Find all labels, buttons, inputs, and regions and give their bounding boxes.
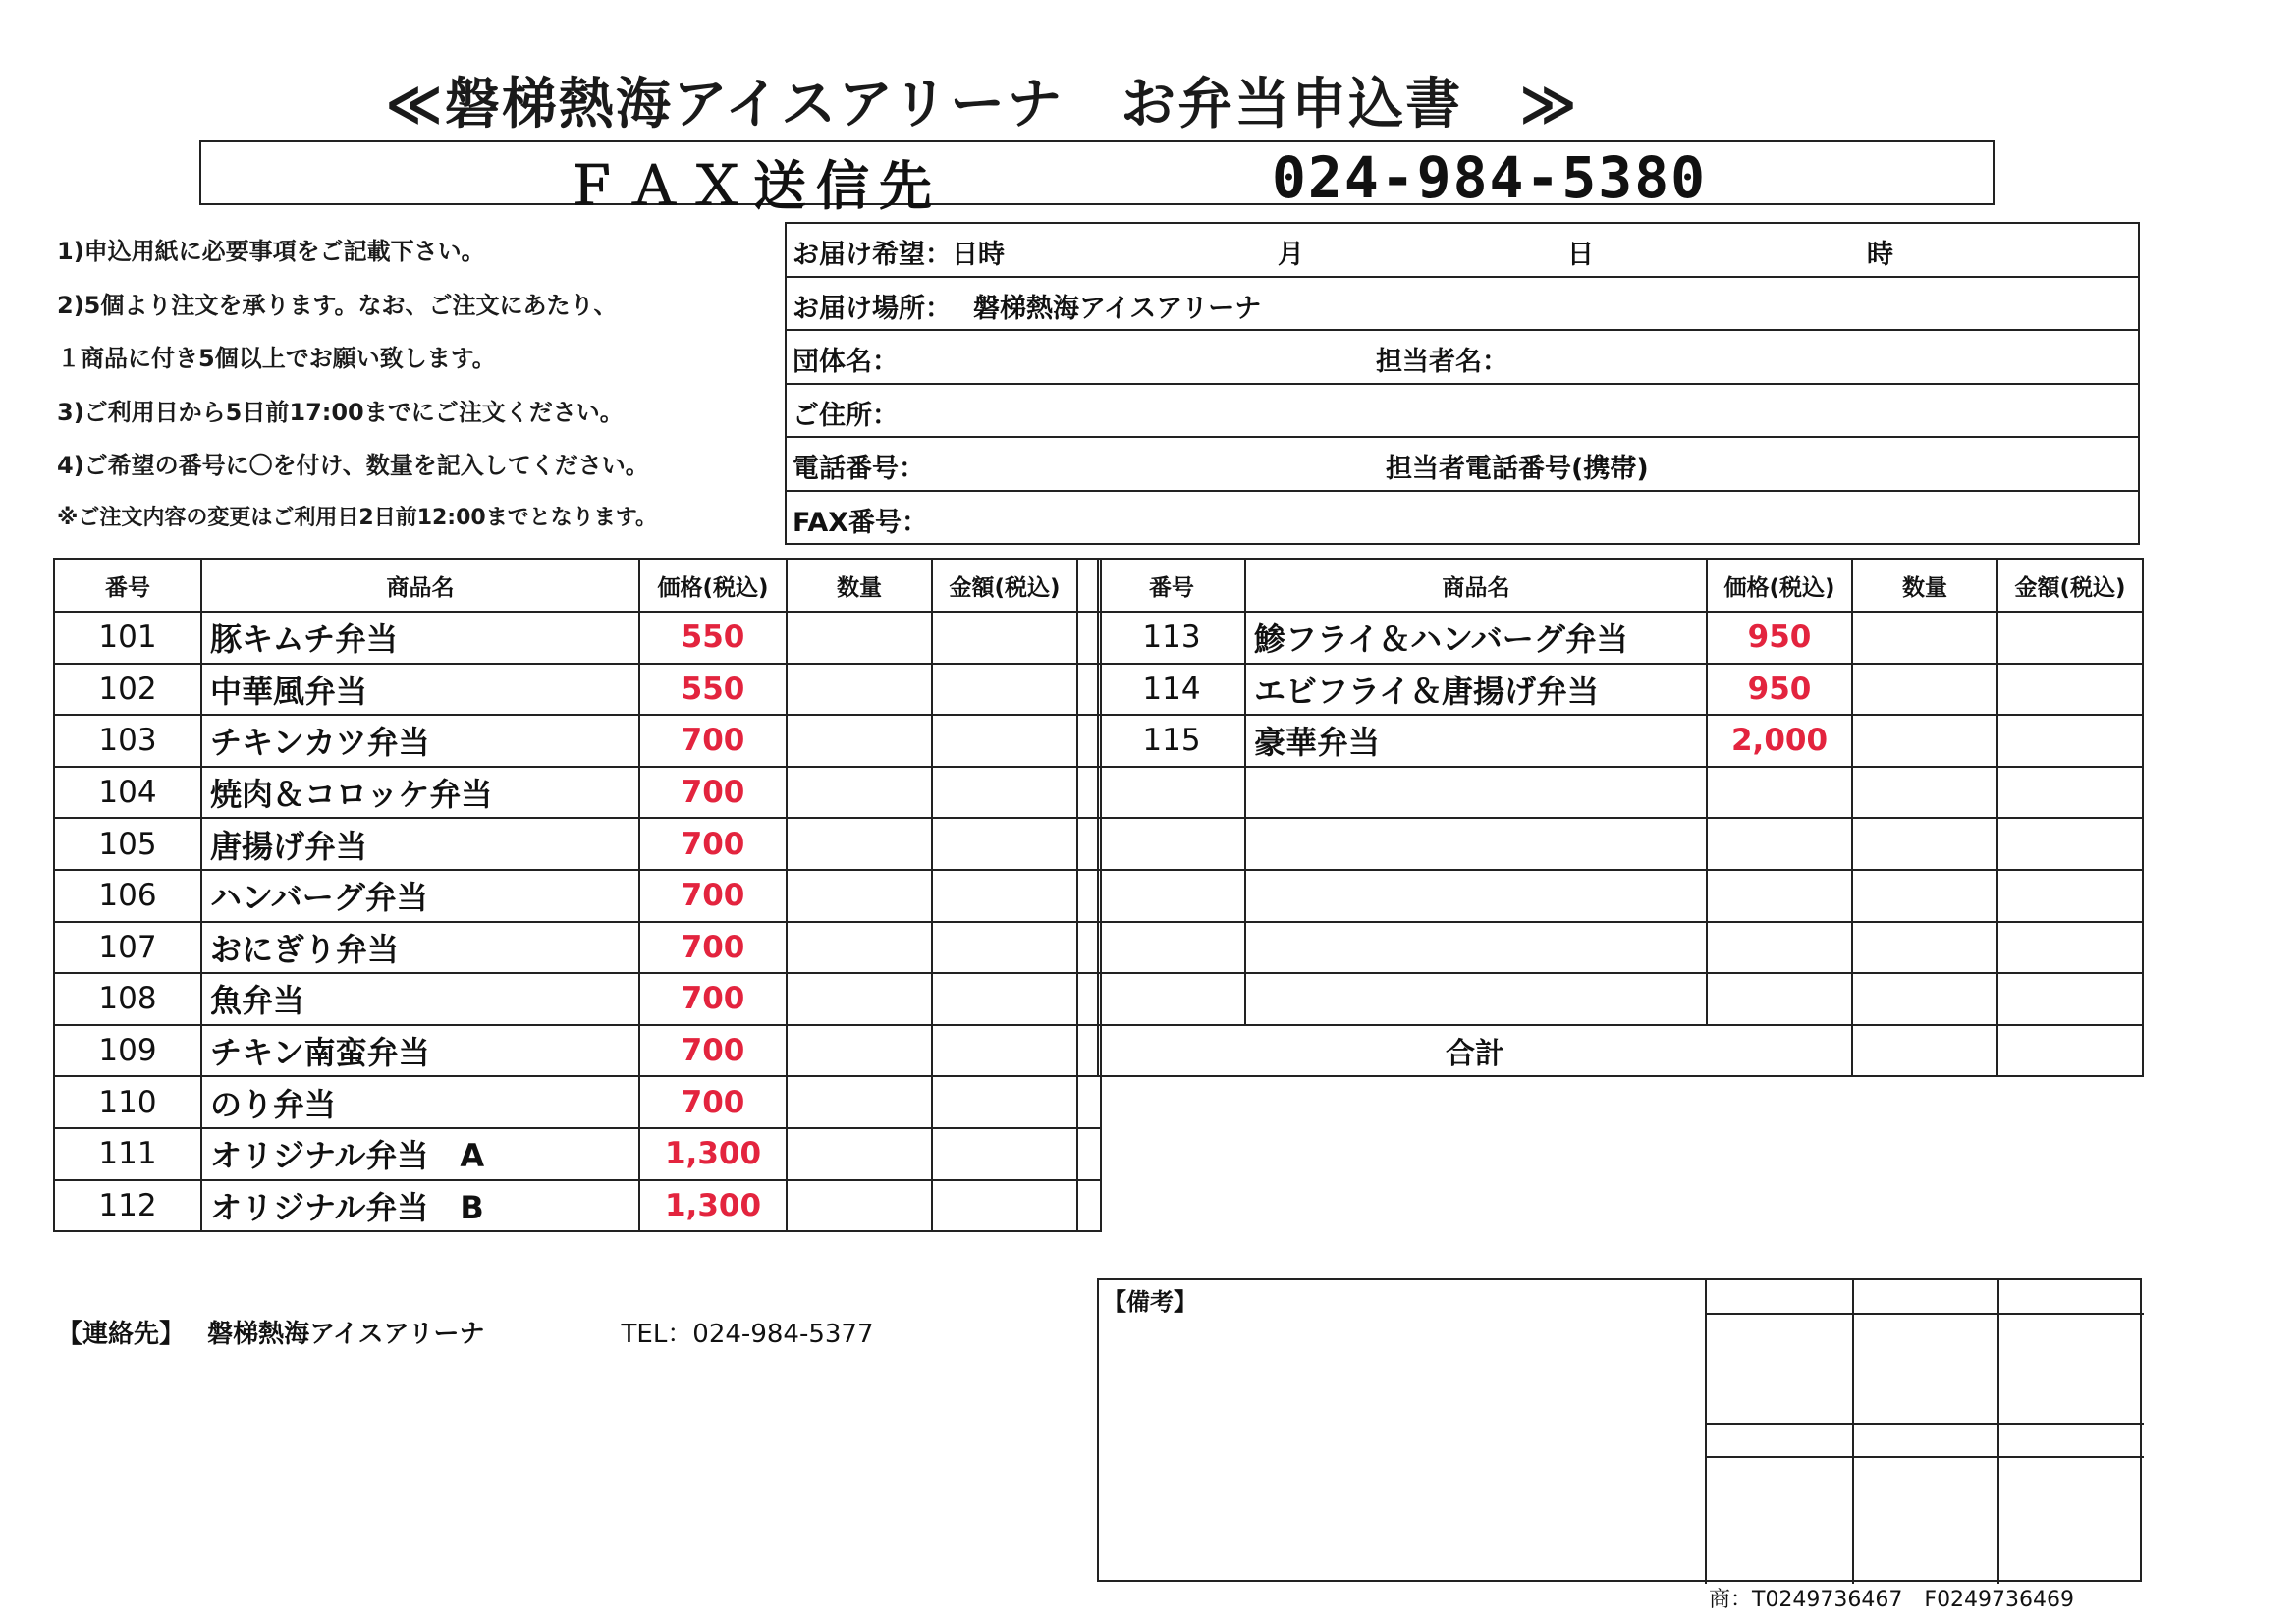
qty-cell[interactable]	[1852, 818, 1997, 870]
contact-info	[57, 1314, 874, 1350]
item-num: 106	[54, 870, 201, 922]
empty-cell	[1245, 818, 1707, 870]
contact-label: 【連絡先】	[57, 1320, 186, 1349]
table-row	[1098, 870, 2143, 922]
qty-cell[interactable]	[787, 1128, 932, 1180]
qty-cell[interactable]	[787, 922, 932, 974]
header-num: 番号	[1098, 559, 1245, 612]
item-price: 1,300	[639, 1180, 787, 1232]
table-row	[1098, 612, 2143, 664]
item-name: 中華風弁当	[201, 664, 639, 716]
empty-cell	[1707, 922, 1852, 974]
amount-cell[interactable]	[932, 870, 1077, 922]
qty-cell[interactable]	[787, 1025, 932, 1077]
amount-cell[interactable]	[932, 715, 1077, 767]
empty-cell	[1098, 922, 1245, 974]
delivery-datetime-row[interactable]	[787, 224, 2138, 278]
header-price: 価格(税込)	[639, 559, 787, 612]
amount-cell[interactable]	[932, 1128, 1077, 1180]
item-price: 700	[639, 1025, 787, 1077]
item-price: 700	[639, 922, 787, 974]
amount-cell[interactable]	[932, 973, 1077, 1025]
table-row	[54, 612, 1101, 664]
delivery-info-table	[785, 222, 2140, 545]
delivery-datetime-label: お届け希望：日時	[793, 240, 1005, 270]
group-name-label: 団体名：	[793, 347, 899, 377]
item-num: 113	[1098, 612, 1245, 664]
item-name: 魚弁当	[201, 973, 639, 1025]
empty-cell	[1707, 818, 1852, 870]
phone-label: 電話番号：	[793, 454, 925, 484]
qty-cell[interactable]	[787, 1076, 932, 1128]
empty-cell	[1098, 818, 1245, 870]
amount-cell[interactable]	[932, 922, 1077, 974]
item-name: 焼肉＆コロッケ弁当	[201, 767, 639, 819]
qty-cell[interactable]	[787, 818, 932, 870]
total-label: 合計	[1098, 1025, 1852, 1077]
header-name: 商品名	[201, 559, 639, 612]
item-name: ハンバーグ弁当	[201, 870, 639, 922]
empty-cell	[1098, 973, 1245, 1025]
item-num: 107	[54, 922, 201, 974]
spacer-cell	[1077, 1180, 1101, 1232]
item-num: 112	[54, 1180, 201, 1232]
fax-label: ＦＡＸ送信先	[565, 155, 942, 217]
total-qty-cell[interactable]	[1852, 1025, 1997, 1077]
instruction-line: 2)5個より注文を承ります。なお、ご注文にあたり、	[57, 292, 618, 319]
header-qty: 数量	[787, 559, 932, 612]
empty-cell	[1098, 767, 1245, 819]
mobile-phone-label: 担当者電話番号(携帯)	[1386, 454, 1649, 484]
item-name: 唐揚げ弁当	[201, 818, 639, 870]
item-num: 105	[54, 818, 201, 870]
item-num: 102	[54, 664, 201, 716]
qty-cell[interactable]	[787, 612, 932, 664]
instruction-line: 4)ご希望の番号に〇を付け、数量を記入してください。	[57, 452, 649, 479]
address-label: ご住所：	[793, 400, 899, 431]
table-row	[1098, 922, 2143, 974]
day-label: 日	[1567, 240, 1594, 270]
page-title: ≪磐梯熱海アイスアリーナ お弁当申込書 ≫	[385, 73, 1579, 136]
table-row	[54, 818, 1101, 870]
item-price: 700	[639, 973, 787, 1025]
qty-cell[interactable]	[1852, 715, 1997, 767]
item-num: 115	[1098, 715, 1245, 767]
instruction-line: １商品に付き5個以上でお願い致します。	[57, 345, 496, 372]
amount-cell[interactable]	[932, 612, 1077, 664]
instruction-note: ※ご注文内容の変更はご利用日2日前12:00までとなります。	[57, 506, 657, 530]
phone-row[interactable]	[787, 438, 2138, 492]
item-price: 1,300	[639, 1128, 787, 1180]
table-row	[1098, 767, 2143, 819]
item-price: 550	[639, 612, 787, 664]
qty-cell[interactable]	[1852, 767, 1997, 819]
remarks-grid	[1099, 1280, 2144, 1584]
footer-code: 商：T0249736467 F0249736469	[1709, 1588, 2075, 1612]
item-name: のり弁当	[201, 1076, 639, 1128]
table-header-row	[54, 559, 1101, 612]
item-num: 110	[54, 1076, 201, 1128]
item-name: チキン南蛮弁当	[201, 1025, 639, 1077]
table-row	[1098, 973, 2143, 1025]
item-price: 950	[1707, 664, 1852, 716]
qty-cell[interactable]	[1852, 612, 1997, 664]
table-row	[54, 1128, 1101, 1180]
item-name: 豪華弁当	[1245, 715, 1707, 767]
amount-cell[interactable]	[932, 1025, 1077, 1077]
item-name: おにぎり弁当	[201, 922, 639, 974]
amount-cell[interactable]	[1997, 664, 2143, 716]
item-num: 111	[54, 1128, 201, 1180]
qty-cell[interactable]	[1852, 870, 1997, 922]
address-row[interactable]	[787, 385, 2138, 439]
empty-cell	[1245, 922, 1707, 974]
qty-cell[interactable]	[787, 715, 932, 767]
amount-cell[interactable]	[932, 1180, 1077, 1232]
qty-cell[interactable]	[787, 767, 932, 819]
amount-cell[interactable]	[1997, 973, 2143, 1025]
delivery-place-label: お届け場所：	[793, 293, 952, 324]
contact-tel: TEL：024-984-5377	[621, 1320, 874, 1349]
instruction-line: 1)申込用紙に必要事項をご記載下さい。	[57, 238, 485, 265]
qty-cell[interactable]	[787, 1180, 932, 1232]
item-price: 700	[639, 1076, 787, 1128]
item-num: 101	[54, 612, 201, 664]
remarks-label: 【備考】	[1103, 1288, 1197, 1316]
amount-cell[interactable]	[1997, 922, 2143, 974]
empty-cell	[1245, 870, 1707, 922]
item-price: 700	[639, 715, 787, 767]
item-name: チキンカツ弁当	[201, 715, 639, 767]
table-row	[54, 715, 1101, 767]
item-name: オリジナル弁当 A	[201, 1128, 639, 1180]
header-num: 番号	[54, 559, 201, 612]
qty-cell[interactable]	[1852, 973, 1997, 1025]
amount-cell[interactable]	[1997, 870, 2143, 922]
table-row	[54, 1180, 1101, 1232]
qty-cell[interactable]	[1852, 922, 1997, 974]
fax-row[interactable]	[787, 492, 2138, 546]
qty-cell[interactable]	[787, 973, 932, 1025]
table-header-row	[1098, 559, 2143, 612]
item-num: 104	[54, 767, 201, 819]
empty-cell	[1245, 973, 1707, 1025]
item-price: 950	[1707, 612, 1852, 664]
person-in-charge-label: 担当者名：	[1376, 347, 1508, 377]
item-name: オリジナル弁当 B	[201, 1180, 639, 1232]
product-table-right	[1097, 558, 2144, 1077]
item-price: 700	[639, 818, 787, 870]
instruction-line: 3)ご利用日から5日前17:00までにご注文ください。	[57, 399, 624, 426]
table-row	[54, 767, 1101, 819]
spacer-cell	[1077, 1076, 1101, 1128]
item-price: 550	[639, 664, 787, 716]
remarks-box[interactable]	[1097, 1278, 2142, 1582]
total-amount-cell[interactable]	[1997, 1025, 2143, 1077]
delivery-place-value: 磐梯熱海アイスアリーナ	[973, 293, 1262, 324]
item-name: エビフライ＆唐揚げ弁当	[1245, 664, 1707, 716]
empty-cell	[1707, 870, 1852, 922]
contact-name: 磐梯熱海アイスアリーナ	[207, 1320, 485, 1349]
product-table-left	[53, 558, 1102, 1232]
item-name: 鯵フライ＆ハンバーグ弁当	[1245, 612, 1707, 664]
group-row[interactable]	[787, 331, 2138, 385]
table-row	[1098, 664, 2143, 716]
table-row	[54, 1076, 1101, 1128]
amount-cell[interactable]	[932, 818, 1077, 870]
amount-cell[interactable]	[932, 1076, 1077, 1128]
fax-destination-box	[199, 140, 1995, 217]
amount-cell[interactable]	[1997, 612, 2143, 664]
amount-cell[interactable]	[932, 767, 1077, 819]
fax-number-label: FAX番号：	[793, 507, 929, 538]
delivery-place-row	[787, 278, 2138, 332]
qty-cell[interactable]	[787, 664, 932, 716]
empty-cell	[1098, 870, 1245, 922]
table-row	[54, 664, 1101, 716]
header-qty: 数量	[1852, 559, 1997, 612]
empty-cell	[1707, 767, 1852, 819]
header-name: 商品名	[1245, 559, 1707, 612]
item-price: 700	[639, 767, 787, 819]
header-amount: 金額(税込)	[932, 559, 1077, 612]
empty-cell	[1707, 973, 1852, 1025]
header-amount: 金額(税込)	[1997, 559, 2143, 612]
table-row	[1098, 715, 2143, 767]
table-row	[54, 1025, 1101, 1077]
empty-cell	[1245, 767, 1707, 819]
table-row	[54, 973, 1101, 1025]
amount-cell[interactable]	[1997, 767, 2143, 819]
table-row	[54, 922, 1101, 974]
amount-cell[interactable]	[1997, 715, 2143, 767]
item-num: 103	[54, 715, 201, 767]
item-num: 114	[1098, 664, 1245, 716]
item-num: 109	[54, 1025, 201, 1077]
qty-cell[interactable]	[1852, 664, 1997, 716]
month-label: 月	[1278, 240, 1304, 270]
amount-cell[interactable]	[1997, 818, 2143, 870]
table-row	[1098, 818, 2143, 870]
hour-label: 時	[1867, 240, 1893, 270]
header-price: 価格(税込)	[1707, 559, 1852, 612]
table-row	[54, 870, 1101, 922]
item-price: 2,000	[1707, 715, 1852, 767]
amount-cell[interactable]	[932, 664, 1077, 716]
qty-cell[interactable]	[787, 870, 932, 922]
item-price: 700	[639, 870, 787, 922]
spacer-cell	[1077, 1128, 1101, 1180]
item-name: 豚キムチ弁当	[201, 612, 639, 664]
fax-number: 024-984-5380	[1272, 144, 1708, 211]
item-num: 108	[54, 973, 201, 1025]
